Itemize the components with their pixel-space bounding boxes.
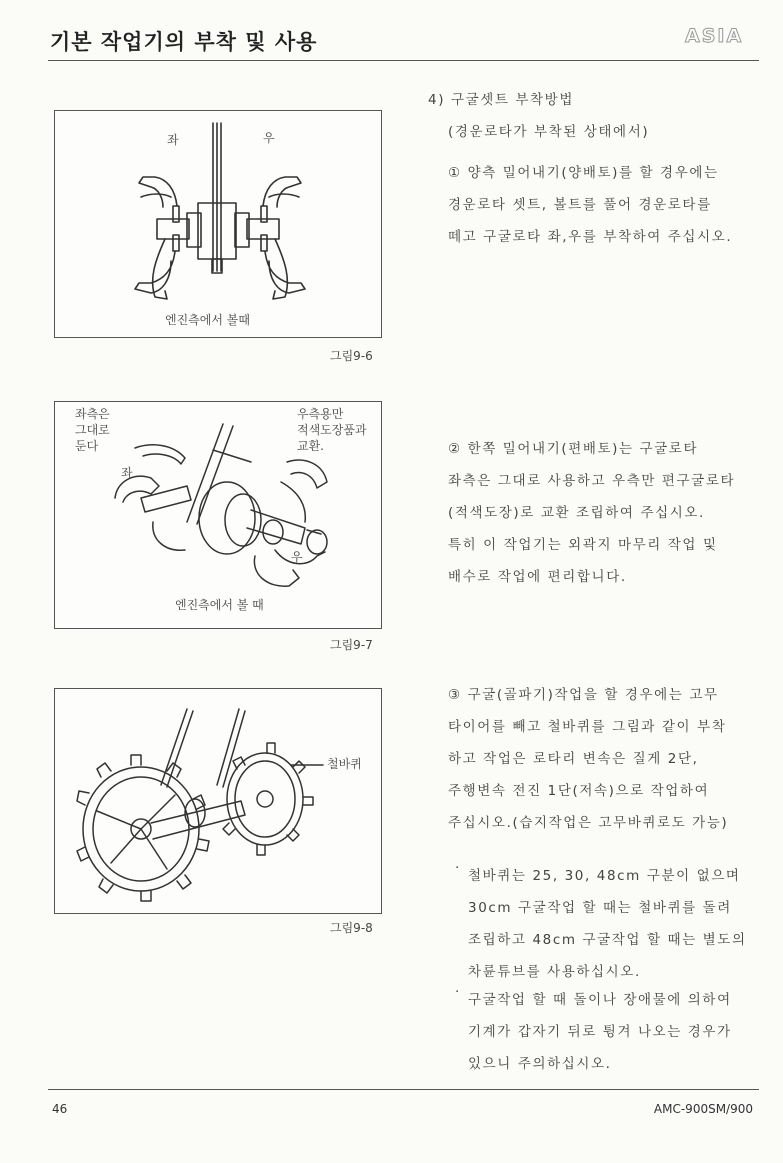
bullet-2 bbox=[428, 984, 760, 1080]
text-line: 철바퀴는 25, 30, 48cm 구분이 없으며 bbox=[468, 868, 741, 884]
figure-note-right bbox=[297, 406, 367, 454]
text-line: 주십시오.(습지작업은 고무바퀴로도 가능) bbox=[448, 815, 729, 831]
text-line: 30cm 구굴작업 할 때는 철바퀴를 돌려 bbox=[468, 900, 732, 916]
note-line: 우측용만 bbox=[297, 407, 344, 421]
model-number: AMC-900SM/900 bbox=[653, 1102, 753, 1116]
figure-caption: 그림9-8 bbox=[330, 921, 373, 935]
figure-9-8 bbox=[54, 688, 382, 914]
text-line: 주행변속 전진 1단(저속)으로 작업하여 bbox=[448, 783, 710, 799]
rotor-diagram-front bbox=[55, 111, 382, 338]
heading-line: 4) 구굴셋트 부착방법 bbox=[428, 92, 574, 108]
text-line: 기계가 갑자기 뒤로 튕겨 나오는 경우가 bbox=[468, 1024, 732, 1040]
figure-label-left: 좌 bbox=[121, 466, 133, 480]
page-title: 기본 작업기의 부착 및 사용 bbox=[50, 30, 318, 54]
text-line: 특히 이 작업기는 외곽지 마무리 작업 및 bbox=[448, 537, 718, 553]
text-line: ③ 구굴(골파기)작업을 할 경우에는 고무 bbox=[448, 687, 719, 703]
text-line: (적색도장)로 교환 조립하여 주십시오. bbox=[448, 505, 705, 521]
figure-9-6 bbox=[54, 110, 382, 338]
figure-note-left bbox=[75, 406, 110, 454]
figure-label-right: 우 bbox=[291, 550, 303, 564]
header-divider bbox=[48, 60, 759, 61]
note-line: 적색도장품과 bbox=[297, 423, 367, 437]
bullet-mark: · bbox=[455, 860, 460, 876]
figure-9-7 bbox=[54, 401, 382, 629]
note-line: 교환. bbox=[297, 439, 324, 453]
figure-label-bottom: 엔진측에서 볼때 bbox=[165, 313, 250, 327]
figure-label-right: 우 bbox=[263, 131, 275, 145]
asia-logo bbox=[684, 22, 746, 48]
text-line: ② 한쪽 밀어내기(편배토)는 구굴로타 bbox=[448, 441, 699, 457]
bullet-1 bbox=[428, 860, 760, 988]
item-2 bbox=[448, 433, 760, 593]
callout-label: 철바퀴 bbox=[327, 757, 362, 771]
text-line: 차륜튜브를 사용하십시오. bbox=[468, 964, 641, 980]
text-line: ① 양측 밀어내기(양배토)를 할 경우에는 bbox=[448, 165, 719, 181]
text-line: 배수로 작업에 편리합니다. bbox=[448, 569, 627, 585]
bullet-mark: · bbox=[455, 984, 460, 1000]
figure-label-bottom: 엔진측에서 볼 때 bbox=[175, 598, 264, 612]
text-line: 떼고 구굴로타 좌,우를 부착하여 주십시오. bbox=[448, 229, 733, 245]
text-line: 타이어를 빼고 철바퀴를 그림과 같이 부착 bbox=[448, 719, 727, 735]
section-heading bbox=[428, 84, 762, 148]
text-line: 조립하고 48cm 구굴작업 할 때는 별도의 bbox=[468, 932, 747, 948]
text-line: 구굴작업 할 때 돌이나 장애물에 의하여 bbox=[468, 992, 732, 1008]
figure-label-left: 좌 bbox=[167, 133, 179, 147]
page-number: 46 bbox=[52, 1102, 68, 1116]
iron-wheel-diagram bbox=[55, 689, 382, 914]
text-line: 하고 작업은 로타리 변속은 질게 2단, bbox=[448, 751, 699, 767]
text-line: 좌측은 그대로 사용하고 우측만 편구굴로타 bbox=[448, 473, 736, 489]
note-line: 둔다 bbox=[75, 439, 99, 453]
text-line: 있으니 주의하십시오. bbox=[468, 1056, 612, 1072]
svg-text:ASIA: ASIA bbox=[685, 25, 744, 47]
figure-caption: 그림9-6 bbox=[330, 349, 373, 363]
subheading-line: (경운로타가 부착된 상태에서) bbox=[448, 124, 650, 140]
footer-divider bbox=[48, 1089, 759, 1090]
note-line: 좌측은 bbox=[75, 407, 110, 421]
item-1 bbox=[448, 157, 760, 253]
text-line: 경운로타 셋트, 볼트를 풀어 경운로타를 bbox=[448, 197, 712, 213]
figure-caption: 그림9-7 bbox=[330, 638, 373, 652]
item-3 bbox=[448, 679, 760, 839]
note-line: 그대로 bbox=[75, 423, 110, 437]
